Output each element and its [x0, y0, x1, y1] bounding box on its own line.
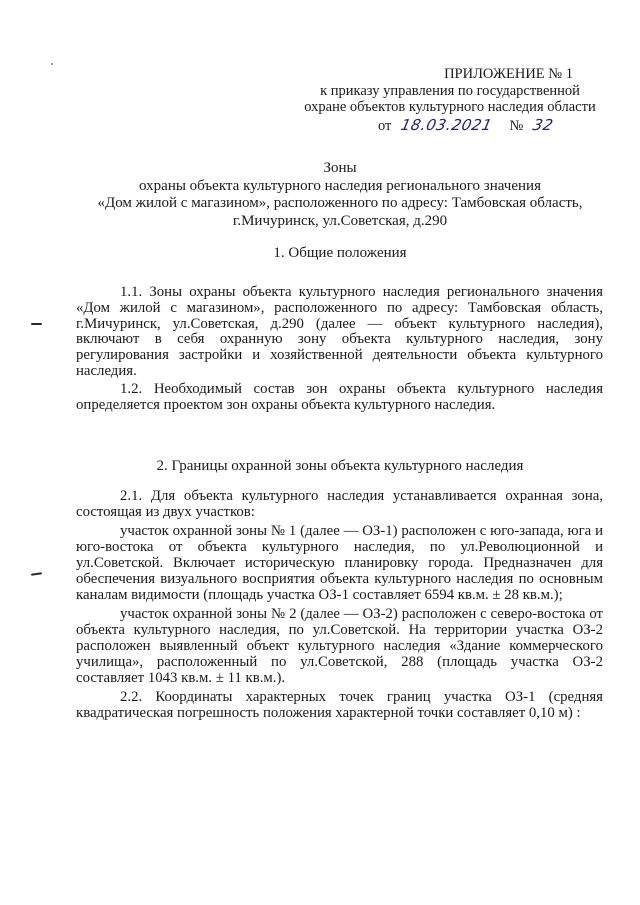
document-caption	[60, 160, 620, 230]
section-2-body	[76, 489, 603, 723]
handwritten-number: 32	[531, 115, 556, 134]
paragraph-1-2: 1.2. Необходимый состав зон охраны объекта культурного наследия определяется проектом зон охраны объекта культурного наследия.	[76, 380, 603, 413]
annex-header	[290, 66, 610, 134]
caption-line-2: охраны объекта культурного наследия регионального значения	[139, 177, 541, 194]
annex-order-line: к приказу управления по государственной	[320, 82, 580, 99]
section-1-heading: 1. Общие положения	[273, 245, 407, 261]
caption-line-3: «Дом жилой с магазином», расположенного по адресу: Тамбовская область,	[97, 195, 583, 211]
number-sign: №	[509, 117, 524, 134]
paragraph-2-1: 2.1. Для объекта культурного наследия устанавливается охранная зона, состоящая из двух участков:	[76, 488, 603, 520]
section-1-body	[76, 285, 603, 415]
scan-speck	[51, 63, 53, 65]
annex-date-line	[290, 117, 610, 135]
paragraph-2-2: 2.2. Координаты характерных точек границ участка ОЗ-1 (средняя квадратическая погрешность положения характерной точки составляет 0,10 м) :	[76, 688, 603, 721]
margin-mark	[31, 572, 42, 576]
section-2-heading: 2. Границы охранной зоны объекта культурного наследия	[156, 458, 524, 474]
paragraph-1-1: 1.1. Зоны охраны объекта культурного наследия регионального значения «Дом жилой с магазином», расположенного по адресу: Тамбовская область, г.Мичуринск, ул.Советская, д.290 (далее — объект культурного наследия), включают в себя охранную зону объекта культурного наследия, зону регулирования застройки и хозяйственной деятельности объекта культурного наследия.	[76, 284, 603, 379]
margin-mark	[31, 323, 42, 325]
annex-title: ПРИЛОЖЕНИЕ № 1	[444, 66, 573, 82]
paragraph-oz1: участок охранной зоны № 1 (далее — ОЗ-1) расположен с юго-запада, юга и юго-востока от объекта культурного наследия, по ул.Революционной и ул.Советской. Включает историческую планировку города. Предназначен для обеспечения визуального восприятия объекта культурного наследия по основным каналам видимости (площадь участка ОЗ-1 составляет 6594 кв.м. ± 28 кв.м.);	[76, 522, 603, 604]
paragraph-oz2: участок охранной зоны № 2 (далее — ОЗ-2) расположен с северо-востока от объекта культурного наследия, по ул.Советской. На территории участка ОЗ-2 расположен выявленный объект культурного наследия «Здание коммерческого училища», расположенный по ул.Советской, 288 (площадь участка ОЗ-2 составляет 1043 кв.м. ± 11 кв.м.).	[76, 605, 603, 687]
date-prefix: от	[378, 117, 392, 134]
handwritten-date: 18.03.2021	[399, 115, 494, 134]
annex-authority-line: охране объектов культурного наследия области	[304, 99, 596, 115]
caption-line-4: г.Мичуринск, ул.Советская, д.290	[232, 212, 448, 229]
caption-title: Зоны	[323, 160, 357, 176]
